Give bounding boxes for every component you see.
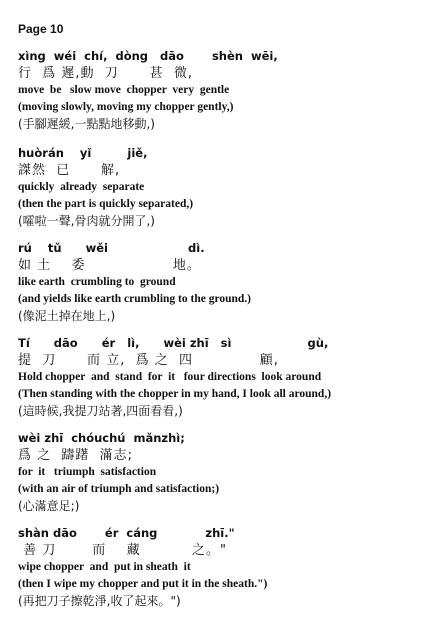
pinyin-line: shàn dāo ér cáng zhī."	[18, 526, 235, 540]
hanzi-line: 提 刀 而 立, 爲 之 四 顧,	[18, 353, 279, 368]
gloss-line: Hold chopper and stand for it four directions look around	[18, 371, 322, 383]
pinyin-line: huòrán yǐ jiě,	[18, 146, 148, 160]
gloss-line: wipe chopper and put in sheath it	[18, 561, 191, 573]
stanza-3	[18, 240, 418, 325]
chinese-translation-line: (像泥土掉在地上,)	[18, 309, 116, 323]
translation-line: (then the part is quickly separated,)	[18, 198, 194, 210]
chinese-translation-line: (心滿意足;)	[18, 499, 80, 513]
hanzi-line: 謋然 已 解,	[18, 163, 121, 178]
hanzi-line: 如 土 委 地。	[18, 258, 201, 273]
hanzi-line: 善 刀 而 藏 之。"	[18, 543, 228, 558]
chinese-translation-line: (再把刀子擦乾淨,收了起來。")	[18, 594, 181, 608]
pinyin-line: xìng wéi chí, dòng dāo shèn wēi,	[18, 49, 278, 63]
stanza-5	[18, 430, 418, 515]
chinese-translation-line: (這時候,我提刀站著,四面看看,)	[18, 404, 183, 418]
gloss-line: move be slow move chopper very gentle	[18, 84, 230, 96]
hanzi-line: 爲 之 躊躇 滿志;	[18, 448, 134, 463]
translation-line: (then I wipe my chopper and put it in the sheath.")	[18, 578, 268, 590]
pinyin-line: wèi zhī chóuchú mǎnzhì;	[18, 431, 185, 445]
pinyin-line: rú tǔ wěi dì.	[18, 241, 205, 255]
chinese-translation-line: (嚯啦一聲,骨肉就分開了,)	[18, 214, 155, 228]
translation-line: (Then standing with the chopper in my hand, I look all around,)	[18, 388, 332, 400]
translation-line: (with an air of triumph and satisfaction;)	[18, 483, 220, 495]
hanzi-line: 行 爲 遲,動 刀 甚 微,	[18, 66, 193, 81]
translation-line: (moving slowly, moving my chopper gently,)	[18, 101, 234, 113]
gloss-line: like earth crumbling to ground	[18, 276, 176, 288]
translation-line: (and yields like earth crumbling to the ground.)	[18, 293, 251, 305]
stanza-2	[18, 145, 418, 230]
pinyin-line: Tí dāo ér lì, wèi zhī sì gù,	[18, 336, 329, 350]
chinese-translation-line: (手腳遲緩,一點點地移動,)	[18, 117, 155, 131]
stanza-1	[18, 48, 418, 133]
stanza-6	[18, 525, 418, 610]
page-number: Page 10	[18, 22, 64, 36]
gloss-line: for it triumph satisfaction	[18, 466, 157, 478]
gloss-line: quickly already separate	[18, 181, 145, 193]
stanza-4	[18, 335, 418, 420]
